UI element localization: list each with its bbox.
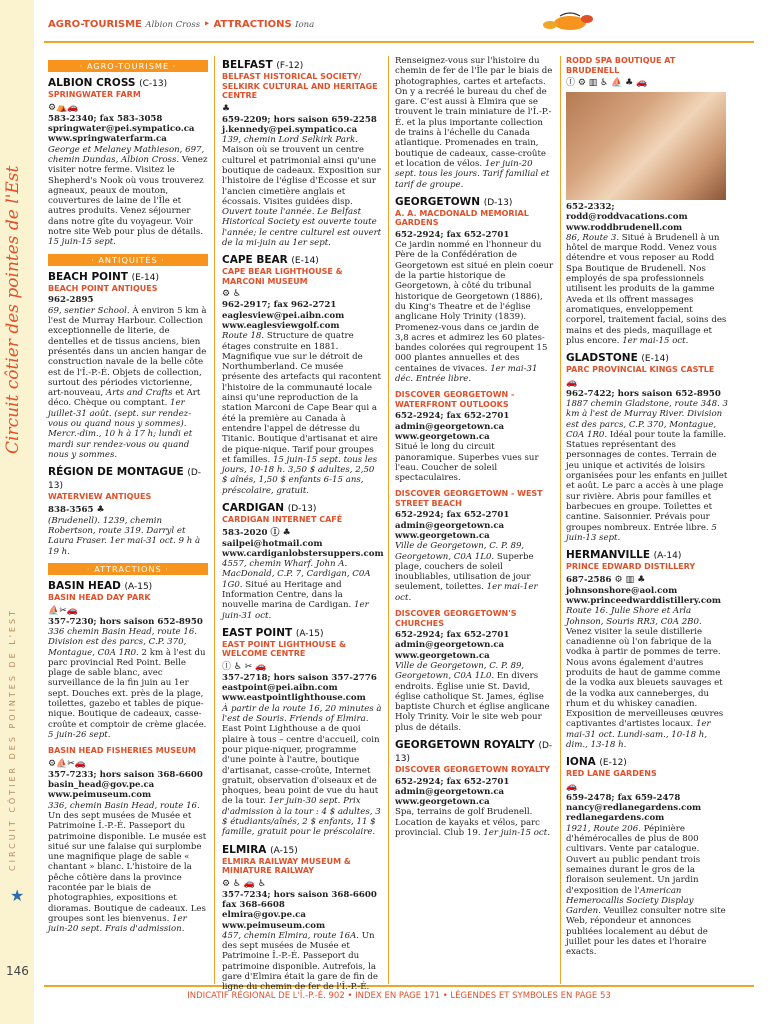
phone: 357-7230; hors saison 652-8950 <box>48 616 203 627</box>
amenity-icons: 🚗 <box>566 781 578 792</box>
description: Renseignez-vous sur l'histoire du chemin de fer de l'Île par le biais de photographies, cartes et artefacts. On y a recréé le bureau du chef de gare. C'est aussi à Elmira que se trouvent le train miniature de l'Î.-P.-É. et la plus importante collection de trains à l'échelle du Canada atlantique. Promenades en train, boutique de cadeaux, casse-croûte et location de vélos. <box>395 56 553 169</box>
place-name: BASIN HEAD <box>48 580 121 593</box>
listing-name <box>48 271 208 284</box>
listing-name <box>48 466 208 492</box>
listing-title: RODD SPA BOUTIQUE AT BRUDENELL <box>566 56 676 75</box>
place-name: GLADSTONE <box>566 352 638 365</box>
map-code: (F-12) <box>276 61 304 71</box>
description: Superbe plage, couchers de soleil inoubliables, utilisation de jour seulement, toilettes. <box>395 551 534 593</box>
breadcrumb-section2: ATTRACTIONS <box>213 19 292 30</box>
address: Route 18. <box>222 331 265 342</box>
side-band <box>0 0 34 1024</box>
dates: 1er juin-20 sept. Frais d'admission. <box>48 913 187 935</box>
place-name: CARDIGAN <box>222 502 285 514</box>
dates: 1er juin-30 sept. Prix d'admission à la tour : 4 $ adultes, 3 $ étudiants/aînés, 2 $ enfants, 11 $ famille, gratuit pour le préscolaire. <box>222 796 381 838</box>
top-rule <box>44 41 754 43</box>
place-name: GEORGETOWN <box>395 195 481 208</box>
phone: 357-7234; hors saison 368-6600 <box>222 889 377 900</box>
dates: 1er mai-31 oct. 9 h à 19 h. <box>48 536 201 557</box>
description: Venez visiter notre ferme. Visitez le Shepherd's Nook où vous trouverez agneaux, peaux de mouton, couvertures de laine de l'Île et autres produits. Venez séjourner dans notre gîte du voyageur. Voir notre site Web pour plus de détails. <box>48 154 208 238</box>
description: Pépinière d'hémérocalles de plus de 800 cultivars. Vente par catalogue. Ouvert au public pendant trois semaines durant le gros de la floraison seulement. Un jardin d'exposition de l' <box>566 823 701 896</box>
listing <box>222 627 382 838</box>
phone: 962-7422; hors saison 652-8950 <box>566 388 721 399</box>
place-name: ALBION CROSS <box>48 77 136 90</box>
map-code: (A-15) <box>270 845 298 856</box>
listing-continued <box>395 56 555 190</box>
bottom-rule <box>44 985 754 987</box>
map-code: (E-14) <box>131 272 160 283</box>
dates: 15 juin-15 sept. <box>48 237 116 248</box>
listing-name <box>222 59 382 72</box>
listing-title: CAPE BEAR LIGHTHOUSE & MARCONI MUSEUM <box>222 267 343 286</box>
column-divider <box>388 56 389 984</box>
dates: 5 juin-26 sept. <box>48 729 111 740</box>
dates: 1er mai-31 déc. Entrée libre. <box>395 363 538 385</box>
description-end: . Veuillez consulter notre site Web, répondeur et annonces publiées localement au début de juillet pour les dates et l'horaire exacts. <box>566 906 726 958</box>
description: À environ 5 km à l'est de Murray Harbour. Collection exceptionnelle de literie, de dentelles et de tissus anciens, bien présentés dans un ancien hangar de construction navale de la belle côte est de l'Î.-P.-É. Objets de collection, surtout des périodes victorienne, art-nouveau, <box>48 305 207 399</box>
amenity-icons: ⚙⛺🚗 <box>48 102 79 113</box>
address: Ville de Georgetown, C. P. 89, Georgetown, C0A 1L0. <box>395 660 525 682</box>
address: 336 chemin Basin Head, route 16. Division est des parcs, C.P. 370, Montague, C0A 1R0. <box>48 626 198 658</box>
phone: 962-2917; fax 962-2721 <box>222 300 337 311</box>
breadcrumb-area2: Iona <box>295 20 315 30</box>
phone <box>566 574 728 586</box>
listing <box>222 59 382 248</box>
listing-name <box>395 196 555 209</box>
phone: 962-2895 <box>48 295 94 306</box>
phone: 652-2332; rodd@roddvacations.com <box>566 202 688 223</box>
breadcrumb <box>48 19 314 30</box>
phone: 652-2924; fax 652-2701 <box>395 776 510 787</box>
phone-number: 583-2020 <box>222 527 268 538</box>
listing-title: DISCOVER GEORGETOWN - WEST STREET BEACH <box>395 489 543 508</box>
description: Situé à Brudenell à un hôtel de marque Rodd. Venez vous détendre et vous reposer au Rodd Spa Boutique de Brudenell. Nos employés de spa professionnels utilisent les produits de la gamme Aveda et ils offrent massages aromatiques, enveloppement corporel, traitement facial, soins des mains et des pieds, maquillage et plus encore. <box>566 232 727 346</box>
place-name: GEORGETOWN ROYALTY <box>395 739 535 752</box>
description: Spa, terrains de golf Brudenell. Location de kayaks et vélos, parc provincial. Club 19. <box>395 807 540 839</box>
column-divider <box>214 56 215 984</box>
map-code: (D-13) <box>287 504 317 514</box>
listing-title: PARC PROVINCIAL KINGS CASTLE <box>566 365 715 375</box>
section-band: · ATTRACTIONS · <box>48 563 208 575</box>
phone: 357-2718; hors saison 357-2776 <box>222 672 377 683</box>
amenity-icons: ♣ <box>96 504 105 515</box>
address: 457, chemin Elmira, route 16A. <box>222 930 360 941</box>
place-name: HERMANVILLE <box>566 549 650 562</box>
listing <box>48 466 208 557</box>
listing-title: EAST POINT LIGHTHOUSE & WELCOME CENTRE <box>222 639 347 659</box>
amenity-icons: Ⓘ ♿ ✂ 🚗 <box>222 661 267 672</box>
dates: 1er juin-15 oct. <box>483 828 550 839</box>
listing <box>395 739 555 838</box>
address: 69, sentier School. <box>48 305 130 316</box>
contact[interactable]: admin@georgetown.ca www.georgetown.ca <box>395 421 505 442</box>
footer: INDICATIF RÉGIONAL DE L'Î.-P.-É. 902 • INDEX EN PAGE 171 • LÉGENDES ET SYMBOLES EN PAGE 53 <box>187 991 611 1001</box>
phone: 659-2209; hors saison 659-2258 <box>222 114 377 125</box>
amenity-icons: 🚗 <box>566 377 578 388</box>
breadcrumb-section: AGRO-TOURISME <box>48 19 142 30</box>
breadcrumb-separator: ‣ <box>203 19 210 30</box>
address: 336, chemin Basin Head, route 16. <box>48 800 200 811</box>
contact[interactable]: johnsonshore@aol.com www.princeedwarddistillery.com <box>566 585 721 606</box>
listing <box>222 844 382 993</box>
address: Ville de Georgetown, C. P. 89, Georgetown, C0A 1L0. <box>395 541 525 562</box>
amenity-icons: ⚙⛵✂🚗 <box>48 758 87 769</box>
amenity-icons: Ⓘ ♣ <box>270 527 291 538</box>
phone-number: 838-3565 <box>48 504 94 515</box>
listing-name <box>395 739 555 765</box>
listing-name <box>222 254 382 267</box>
place-name: CAPE BEAR <box>222 254 288 267</box>
map-code: (D-13) <box>395 741 553 765</box>
phone: 652-2924; fax 652-2701 <box>395 229 510 240</box>
listing-name <box>48 77 208 90</box>
listing <box>395 390 555 483</box>
map-code: (C-13) <box>139 79 168 90</box>
phone <box>48 504 208 516</box>
dates: 15 juin-15 sept. tous les jours, 10-18 h. 3,50 $ adultes, 2,50 $ aînés, 1,50 $ enfants 6-15 ans, préscolaire, gratuit. <box>222 454 378 496</box>
listing-title: DISCOVER GEORGETOWN'S CHURCHES <box>395 609 517 628</box>
address: 86, Route 3. <box>566 232 620 243</box>
map-code: (E-14) <box>291 256 319 267</box>
listing-title: DISCOVER GEORGETOWN - WATERFRONT OUTLOOKS <box>395 390 515 409</box>
description-italic: Arts and Crafts <box>105 388 173 399</box>
dates: 5 juin-13 sept. <box>566 522 717 543</box>
phone: 652-2924; fax 652-2701 <box>395 411 510 422</box>
address: Route 16. Julie Shore et Arla Johnson, Souris RR3, C0A 2B0. <box>566 606 702 627</box>
description: 2 km à l'est du parc provincial Red Point. Belle plage de sable blanc, avec surveillance de la fin juin au 1er sept. Douches ext. près de la plage, toilettes, gazebo et tables de pique-nique. Boutique de cadeaux, casse-croûte et comptoir de crème glacée. <box>48 647 207 730</box>
dates: 1er mai-1er oct. <box>395 582 538 603</box>
map-code: (A-15) <box>295 628 324 639</box>
map-code: (E-14) <box>641 354 669 365</box>
listing-title: DISCOVER GEORGETOWN ROYALTY <box>395 765 550 775</box>
place-name: IONA <box>566 756 596 769</box>
listing-title: PRINCE EDWARD DISTILLERY <box>566 562 696 572</box>
place-name: BEACH POINT <box>48 270 128 283</box>
column-4 <box>566 56 728 984</box>
listing <box>222 502 382 621</box>
listing-name <box>222 844 382 857</box>
address: À partir de la route 16, 20 minutes à l'est de Souris. Friends of Elmira. <box>222 703 382 725</box>
contact[interactable]: sailpei@hotmail.com www.cardiganlobstersuppers.com <box>222 538 384 559</box>
listing-title: BELFAST HISTORICAL SOCIETY/ SELKIRK CULTURAL AND HERITAGE CENTRE <box>222 72 378 100</box>
address: 139, chemin Lord Selkirk Park. <box>222 135 358 146</box>
column-divider <box>560 56 561 984</box>
amenity-icons: ⛵✂🚗 <box>48 605 78 616</box>
map-code: (E-12) <box>599 758 627 769</box>
listing <box>566 756 728 957</box>
lobster-logo-icon <box>540 10 595 34</box>
description: Un des sept musées de Musée et Patrimoine Î.-P.-É. Passeport du patrimoine disponible. Le musée est situé sur une falaise qui surplombe une magnifique plage de sable « chantant » blanc. L'histoire de la pêche côtière dans la province racontée par le biais de photographies, expositions et dioramas. Boutique de cadeaux. Les groupes sont les bienvenus. <box>48 810 207 924</box>
description: En divers endroits. Église unie St. David, église catholique St. James, église baptiste Church et église anglicane Holy Trinity. Voir le site web pour plus de détails. <box>395 671 550 733</box>
dates: 1er juin-31 oct. <box>222 600 369 621</box>
description: Idéal pour toute la famille. Statues représentant des personnages de contes. Terrain de jeu unique et activités de loisirs organisées pour les enfants en juillet et août. Le parc a accès à une plage sur rivière. Abris pour familles et barbecues en groupe. Toilettes et cantine. Saisonnier. Prévais pour groupes nombreux. Entrée libre. <box>566 429 728 533</box>
listing-title: CARDIGAN INTERNET CAFÉ <box>222 515 343 524</box>
phone-number: 687-2586 <box>566 574 612 585</box>
listing-title: RED LANE GARDENS <box>566 769 657 779</box>
description-end: et Art déco. Chèque ou comptant. <box>48 388 201 409</box>
map-code: (A-14) <box>653 551 682 562</box>
section-band: · ANTIQUITÉS · <box>48 254 208 266</box>
address: 1887 chemin Gladstone, route 348. 3 km à l'est de Murray River. Division est des parcs, C.P. 370, Montague, C0A 1R0. <box>566 398 728 440</box>
contact[interactable]: springwater@pei.sympatico.ca www.springwaterfarm.ca <box>48 124 195 145</box>
contact[interactable]: admin@georgetown.ca www.georgetown.ca <box>395 520 505 541</box>
listing <box>48 77 208 247</box>
fax: fax 368-6608 <box>222 899 285 910</box>
dates: 1er mai-31 oct. Lundi-sam., 10-18 h, dim., 13-18 h. <box>566 719 711 751</box>
column-3 <box>395 56 555 984</box>
listing-title: BASIN HEAD FISHERIES MUSEUM <box>48 746 196 756</box>
side-title: Circuit côtier des pointes de l'Est <box>3 165 23 455</box>
description: Structure de quatre étages construite en 1881. Magnifique vue sur le détroit de Northumberland. Ce musée présente des artefacts qui racontent l'histoire de la communauté locale ainsi qu'une reproduction de la station Marconi de Cape Bear qui a été la première au Canada à entendre l'appel de détresse du Titanic. Boutique d'artisanat et aire de pique-nique. Tarif pour groupes et familles. <box>222 331 382 465</box>
map-code: (D-13) <box>48 468 202 492</box>
contact[interactable]: basin_head@gov.pe.ca www.peimuseum.com <box>48 780 155 801</box>
column-2 <box>222 56 384 993</box>
side-small-title: CIRCUIT CÔTIER DES POINTES DE L'EST <box>8 608 17 872</box>
listing <box>395 609 555 733</box>
contact[interactable]: www.roddbrudenell.com <box>566 222 683 233</box>
listing <box>48 746 208 934</box>
phone <box>222 527 382 539</box>
address: George et Melaney Mathieson, 697, chemin Dundas, Albion Cross. <box>48 144 205 165</box>
amenity-icons: Ⓘ ⚙ ▥ ♿ ⛵ ♣ 🚗 <box>566 78 648 88</box>
spa-photo <box>566 92 726 200</box>
listing-name <box>222 502 382 515</box>
amenity-icons: ⚙ ▥ ♣ <box>614 574 646 585</box>
address: (Brudenell). 1239, chemin Robertson, route 319. Darryl et Laura Fraser. <box>48 515 186 547</box>
listing <box>48 271 208 460</box>
listing-title: SPRINGWATER FARM <box>48 90 141 100</box>
listing <box>566 352 728 543</box>
description: East Point Lighthouse a de quoi plaire à tous – centre d'accueil, coin pour pique-niquer, programme d'une pointe à l'autre, boutique d'artisanat, casse-croûte, Internet gratuit, observation d'oiseaux et de phoques, beau point de vue du haut de la tour. <box>222 724 380 807</box>
map-code: (A-15) <box>124 582 153 593</box>
phone: 357-7233; hors saison 368-6600 <box>48 769 203 780</box>
dates: 1er mai-15 oct. <box>622 335 689 346</box>
dates: Ouvert toute l'année. Le Belfast Historical Society est ouverte toute l'année; le centre culturel est ouvert de la mi-juin au 1er sept. <box>222 207 382 249</box>
description: Situé au Heritage and Information Centre, dans la nouvelle marina de Cardigan. <box>222 579 352 611</box>
amenity-icons: ⚙ ♿ <box>222 289 241 300</box>
description: Un des sept musées de Musée et Patrimoine Î.-P.-É. Passeport du patrimoine disponible. Autrefois, la gare d'Elmira était la gare de fin de ligne du chemin de fer de l'Î.-P.-É. <box>222 930 378 993</box>
section-band: · AGRO-TOURISME · <box>48 60 208 72</box>
place-name: RÉGION DE MONTAGUE <box>48 466 184 479</box>
address: 4557, chemin Wharf. John A. MacDonald, C.P. 7, Cardigan, C0A 1G0. <box>222 559 371 590</box>
page-number: 146 <box>6 964 29 978</box>
description-italic: American Hemerocallis Society Display Garden <box>566 885 694 917</box>
dates: 1er juillet-31 août. (sept. sur rendez-vous ou quand nous y sommes). Mercr.-dim., 10 h à 17 h; lundi et mardi sur rendez-vous ou quand nous y sommes. <box>48 398 193 460</box>
address: 1921, Route 206. <box>566 823 641 834</box>
contact[interactable]: nancy@redlanegardens.com redlanegardens.com <box>566 803 702 824</box>
dates: 1er juin-20 sept. tous les jours. Tarif familial et tarif de groupe. <box>395 158 550 190</box>
description: Ce jardin nommé en l'honneur du Père de la Confédération de Georgetown est situé en plein coeur de la partie historique de Georgetown, à côté du tribunal historique de Georgetown (1886), du King's Theatre et de l'église anglicane Holy Trinity (1839). Promenez-vous dans ce jardin de 3,8 acres et admirez les 60 plates-bandes colorées qui regroupent 15 000 plantes annuelles et des centaines de vivaces. <box>395 240 554 374</box>
place-name: ELMIRA <box>222 843 267 856</box>
contact[interactable]: j.kennedy@pei.sympatico.ca <box>222 124 358 135</box>
phone: 652-2924; fax 652-2701 <box>395 630 510 641</box>
listing-title: A. A. MACDONALD MEMORIAL GARDENS <box>395 208 529 228</box>
contact[interactable]: admin@georgetown.ca www.georgetown.ca <box>395 640 505 661</box>
listing-title: BASIN HEAD DAY PARK <box>48 593 151 603</box>
map-code: (D-13) <box>483 197 513 208</box>
contact[interactable]: eastpoint@pei.aibn.com www.eastpointlighthouse.com <box>222 683 366 704</box>
breadcrumb-area1: Albion Cross <box>145 20 201 30</box>
listing <box>395 196 555 384</box>
listing-title: WATERVIEW ANTIQUES <box>48 492 152 502</box>
description: Venez visiter la seule distillerie canadienne où l'on fabrique de la vodka à partir de pommes de terre. Nous avons également d'autres produits de haut de gamme comme de la vodka aux bleuets sauvages et de la vodka aux canneberges, du rhum et du whiskey canadien. Exposition de merveilleuses œuvres captivantes d'artistes locaux. <box>566 626 724 730</box>
listing-title: ELMIRA RAILWAY MUSEUM & MINIATURE RAILWAY <box>222 856 351 876</box>
description: Maison où se trouvent un centre culturel et patrimonial ainsi qu'une boutique de cadeaux. Exposition sur l'histoire de l'église d'Écosse et sur l'ancien cimetière anglais et écossais. Visites guidées disp. <box>222 145 381 207</box>
place-name: BELFAST <box>222 59 273 71</box>
contact[interactable]: eaglesview@pei.aibn.com www.eaglesviewgolf.com <box>222 310 345 331</box>
listing <box>566 56 728 346</box>
listing-name <box>566 549 728 562</box>
star-icon: ★ <box>10 886 25 905</box>
phone: 659-2478; fax 659-2478 <box>566 792 681 803</box>
amenity-icons: ♣ <box>222 103 231 114</box>
listing-name <box>222 627 382 640</box>
listing-title: BEACH POINT ANTIQUES <box>48 283 158 293</box>
amenity-icons: ⚙ ♿ 🚗 ♿ <box>222 878 266 889</box>
listing <box>566 549 728 750</box>
listing <box>395 489 555 603</box>
listing <box>48 580 208 740</box>
phone: 652-2924; fax 652-2701 <box>395 510 510 521</box>
contact[interactable]: admin@georgetown.ca www.georgetown.ca <box>395 786 505 808</box>
listing <box>222 254 382 496</box>
contact[interactable]: elmira@gov.pe.ca www.peimuseum.com <box>222 910 326 931</box>
place-name: EAST POINT <box>222 626 293 639</box>
phone: 583-2340; fax 583-3058 <box>48 113 163 124</box>
listing-name <box>566 756 728 769</box>
listing-name <box>48 580 208 593</box>
column-1 <box>48 56 208 984</box>
listing-name <box>566 352 728 365</box>
description: Situé le long du circuit panoramique. Superbes vues sur l'eau. Coucher de soleil spectaculaires. <box>395 442 539 484</box>
